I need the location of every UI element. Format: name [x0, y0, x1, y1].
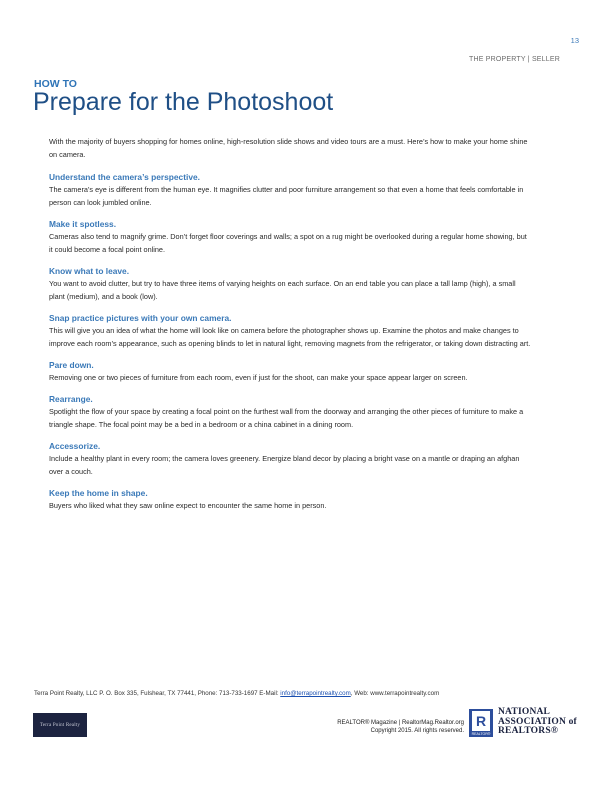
copyright-line: Copyright 2015. All rights reserved. — [370, 728, 464, 734]
contact-suffix: , Web: www.terrapointrealty.com — [350, 690, 440, 697]
section-header: THE PROPERTY | SELLER — [469, 56, 560, 63]
contact-prefix: Terra Point Realty, LLC P. O. Box 335, Fulshear, TX 77441, Phone: 713-733-1697 E-Mail: — [34, 690, 281, 697]
tip-body: Spotlight the flow of your space by creating a focal point on the furthest wall from the doorway and arranging the other pieces of furniture to make a triangle shape. The focal point may be a bed in a bedroom or a china cabinet in a dining room. — [49, 407, 524, 429]
brokerage-logo — [33, 713, 87, 737]
nar-logo-text — [498, 708, 577, 737]
tip-body: Cameras also tend to magnify grime. Don’t forget floor coverings and walls; a spot on a rug might be overlooked during a regular home showing, but it could become a focal point online. — [49, 232, 527, 254]
magazine-line: REALTOR® Magazine | RealtorMag.Realtor.org — [337, 720, 464, 726]
kicker-label: HOW TO — [34, 78, 77, 90]
tip-body: Buyers who liked what they saw online expect to encounter the same home in person. — [49, 501, 327, 510]
tip-section — [49, 265, 531, 303]
brokerage-logo-text: Terra Point Realty — [39, 722, 81, 728]
tip-heading: Accessorize. — [49, 441, 101, 451]
tip-section — [49, 359, 531, 384]
tip-heading: Make it spotless. — [49, 219, 117, 229]
email-link[interactable]: info@terrapointrealty.com — [280, 690, 351, 697]
tip-heading: Rearrange. — [49, 394, 93, 404]
realtor-r-letter: R — [472, 711, 490, 731]
tip-section — [49, 393, 531, 431]
intro-paragraph: With the majority of buyers shopping for homes online, high-resolution slide shows and video tours are a must. Here’s how to make your home shine on camera. — [49, 137, 528, 159]
realtor-r-icon — [469, 709, 493, 737]
tip-body: You want to avoid clutter, but try to have three items of varying heights on each surface. On an end table you can place a tall lamp (high), a small plant (medium), and a book (low). — [49, 279, 516, 301]
tip-section — [49, 312, 531, 350]
tip-section — [49, 487, 531, 512]
tip-heading: Pare down. — [49, 360, 94, 370]
tip-heading: Know what to leave. — [49, 266, 130, 276]
contact-line — [34, 690, 439, 697]
tip-body: Removing one or two pieces of furniture from each room, even if just for the shoot, can make your space appear larger on screen. — [49, 373, 468, 382]
tip-body: Include a healthy plant in every room; the camera loves greenery. Energize bland decor by placing a bright vase on a mantle or draping an afghan over a couch. — [49, 454, 520, 476]
tip-heading: Keep the home in shape. — [49, 488, 148, 498]
realtor-r-label: REALTOR® — [471, 732, 491, 736]
nar-line-1: NATIONAL — [498, 707, 551, 717]
page-title: Prepare for the Photoshoot — [33, 88, 334, 116]
tip-body: The camera’s eye is different from the human eye. It magnifies clutter and poor furniture arrangement so that even a home that feels comfortable in person can look jumbled online. — [49, 185, 524, 207]
tip-body: This will give you an idea of what the home will look like on camera before the photographer shows up. Examine the photos and make changes to improve each room’s appearance, such as opening blinds to let in natural light, removing magnets from the refrigerator, or taking down distracting art. — [49, 326, 531, 348]
tip-section — [49, 171, 531, 209]
nar-line-3: REALTORS® — [498, 726, 559, 736]
tip-heading: Snap practice pictures with your own camera. — [49, 313, 232, 323]
tip-section — [49, 440, 531, 478]
page-number: 13 — [570, 36, 579, 45]
tip-section — [49, 218, 531, 256]
article-body — [49, 135, 531, 521]
magazine-credit — [337, 719, 464, 735]
tip-heading: Understand the camera’s perspective. — [49, 172, 200, 182]
nar-line-2: ASSOCIATION of — [498, 716, 577, 727]
